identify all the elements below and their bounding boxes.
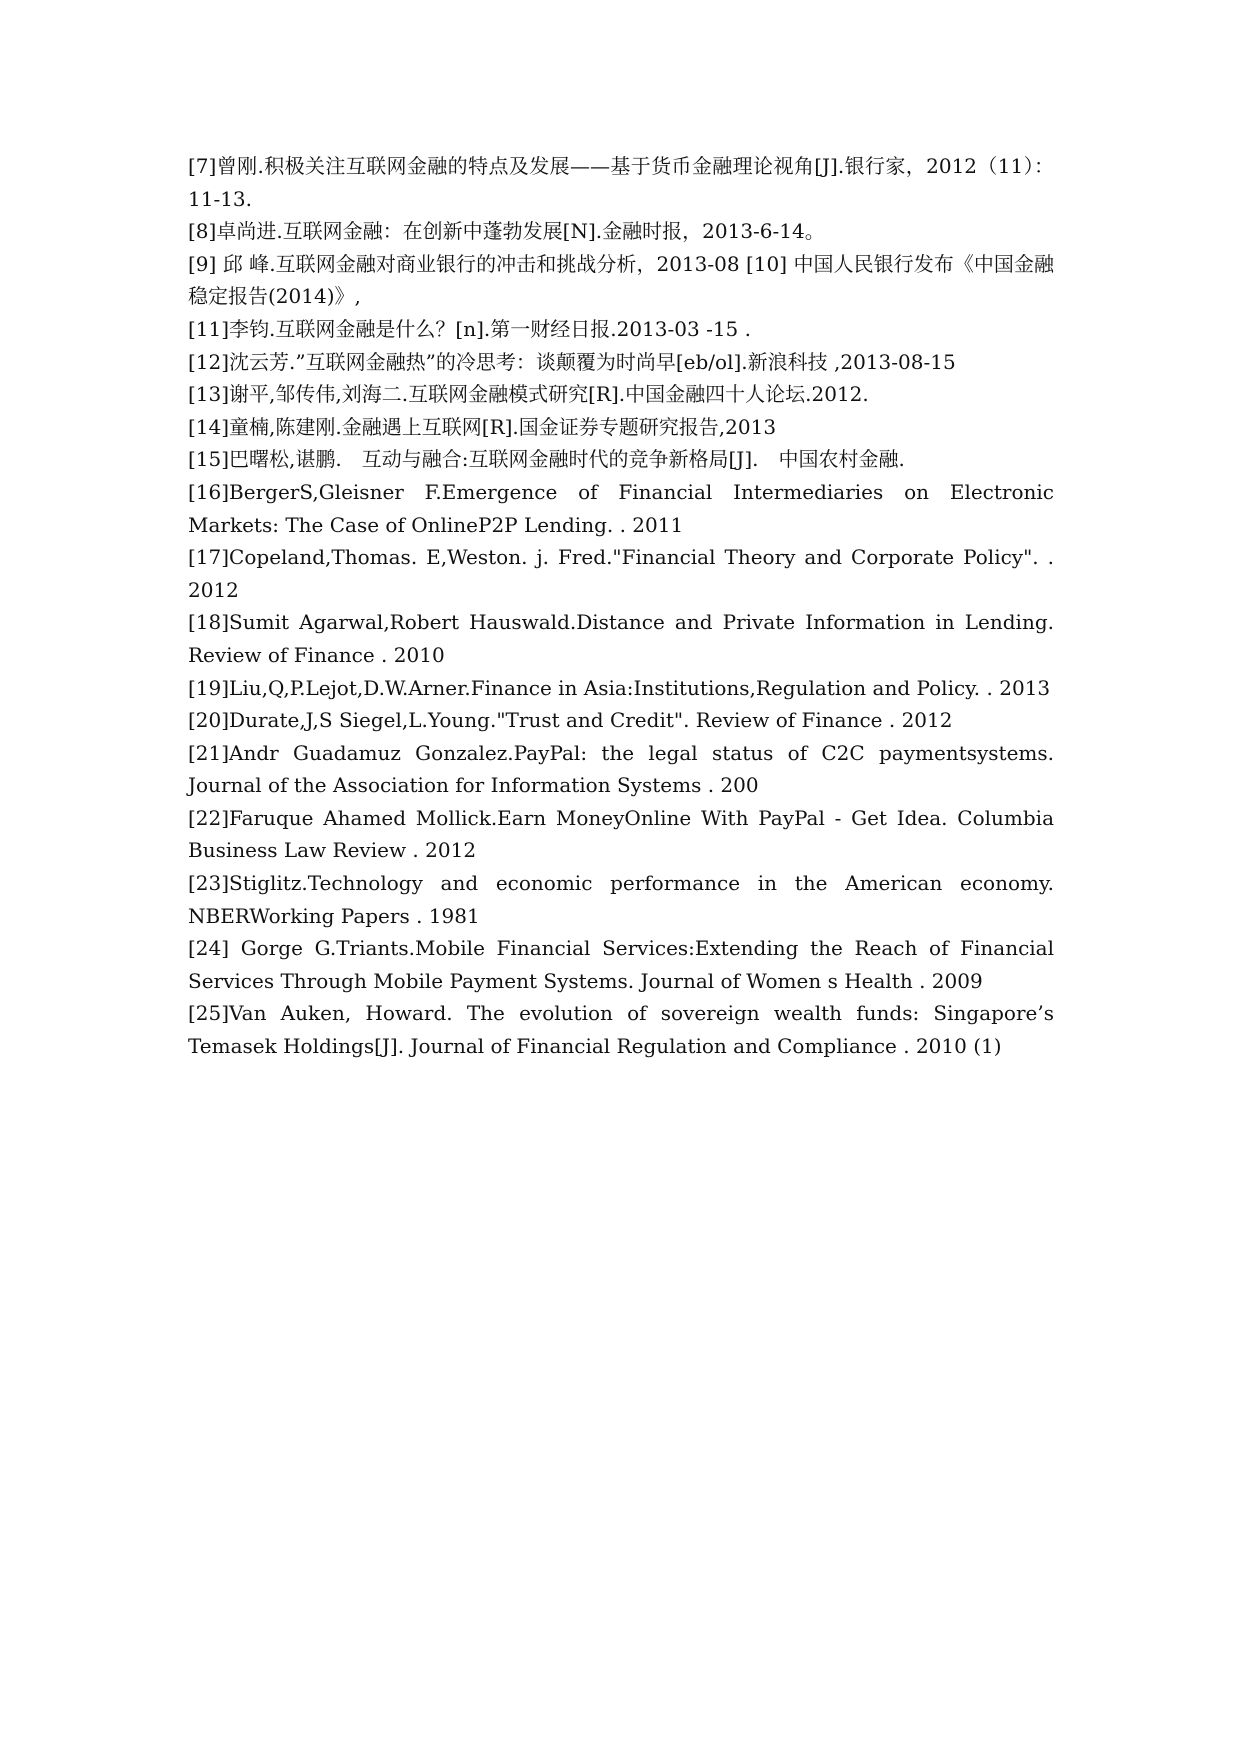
reference-item: [14]童楠,陈建刚.金融遇上互联网[R].国金证券专题研究报告,2013 <box>188 414 777 439</box>
reference-item: [11]李钧.互联网金融是什么？[n].第一财经日报.2013-03 -15 . <box>188 316 751 341</box>
reference-item: [17]Copeland,Thomas. E,Weston. j. Fred."Financial Theory and Corporate Policy". . 2012 <box>188 545 1054 602</box>
reference-item: [20]Durate,J,S Siegel,L.Young."Trust and Credit". Review of Finance . 2012 <box>188 708 953 733</box>
reference-list <box>188 150 1054 1063</box>
reference-item: [12]沈云芳.”互联网金融热”的冷思考：谈颠覆为时尚早[eb/ol].新浪科技 ,2013-08-15 <box>188 349 956 374</box>
reference-item: [15]巴曙松,谌鹏. 互动与融合:互联网金融时代的竞争新格局[J]. 中国农村金融. <box>188 447 905 472</box>
reference-item: [23]Stiglitz.Technology and economic performance in the American economy. NBERWorking Papers . 1981 <box>188 871 1054 928</box>
reference-item: [9] 邱 峰.互联网金融对商业银行的冲击和挑战分析，2013-08 [10] 中国人民银行发布《中国金融稳定报告(2014)》, <box>188 251 1054 309</box>
reference-item: [18]Sumit Agarwal,Robert Hauswald.Distance and Private Information in Lending. Review of Finance . 2010 <box>188 610 1054 667</box>
reference-item: [22]Faruque Ahamed Mollick.Earn MoneyOnline With PayPal - Get Idea. Columbia Business Law Review . 2012 <box>188 805 1054 863</box>
reference-item: [21]Andr Guadamuz Gonzalez.PayPal: the legal status of C2C paymentsystems. Journal of the Association for Information Systems . 200 <box>188 740 1054 798</box>
reference-item: [16]BergerS,Gleisner F.Emergence of Financial Intermediaries on Electronic Markets: The Case of OnlineP2P Lending. . 2011 <box>188 479 1054 537</box>
reference-item: [13]谢平,邹传伟,刘海二.互联网金融模式研究[R].中国金融四十人论坛.2012. <box>188 382 869 407</box>
reference-item: [24] Gorge G.Triants.Mobile Financial Services:Extending the Reach of Financial Services Through Mobile Payment Systems. Journal of Women s Health . 2009 <box>188 936 1054 993</box>
reference-item: [25]Van Auken, Howard. The evolution of sovereign wealth funds: Singapore’s Temasek Holdings[J]. Journal of Financial Regulation and Compliance . 2010 (1) <box>188 1001 1054 1059</box>
reference-item: [8]卓尚进.互联网金融：在创新中蓬勃发展[N].金融时报，2013-6-14。 <box>188 219 825 244</box>
reference-item: [7]曾刚.积极关注互联网金融的特点及发展——基于货币金融理论视角[J].银行家，2012（11）：11-13. <box>188 154 1054 211</box>
reference-item: [19]Liu,Q,P.Lejot,D.W.Arner.Finance in Asia:Institutions,Regulation and Policy. . 2013 <box>188 675 1051 700</box>
